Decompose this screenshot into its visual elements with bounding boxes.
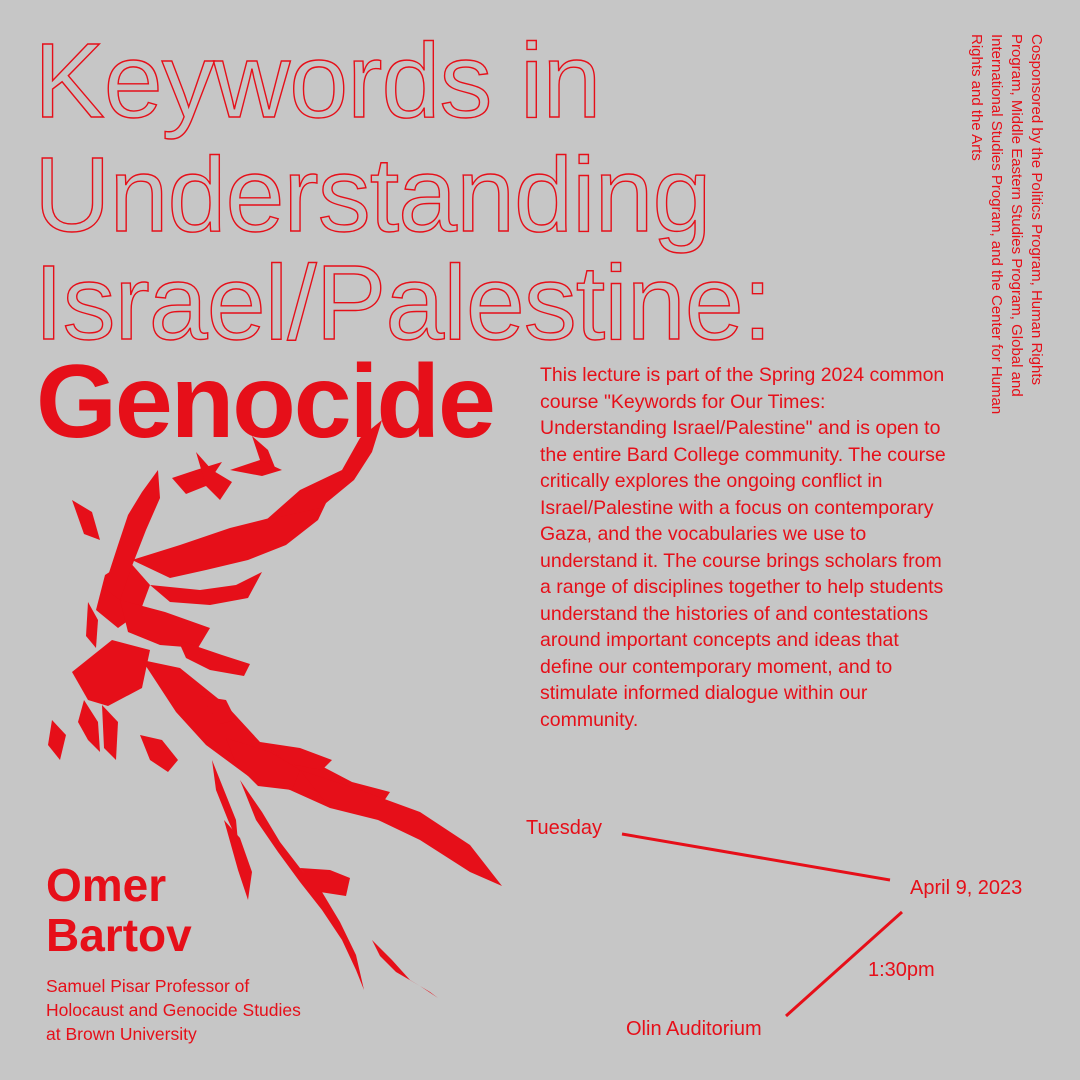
keyword-heading: Genocide [36, 344, 494, 460]
connector-day-date [622, 834, 890, 880]
event-time: 1:30pm [868, 959, 935, 981]
title-line-3: Israel/Palestine: [34, 244, 772, 362]
event-venue: Olin Auditorium [626, 1018, 762, 1040]
lecture-description: This lecture is part of the Spring 2024 common course "Keywords for Our Times: Understanding Israel/Palestine" and is open to the entire Bard College community. The course critically explores the ongoing conflict in Israel/Palestine with a focus on contemporary Gaza, and the vocabularies we use to understand it. The course brings scholars from a range of disciplines together to help students understand the histories of and contestations around important concepts and ideas that define our contemporary moment, and to stimulate informed dialogue within our community. [540, 364, 946, 731]
speaker-name: Omer Bartov [46, 859, 192, 961]
speaker-title: Samuel Pisar Professor of Holocaust and Genocide Studies at Brown University [46, 976, 301, 1044]
event-date: April 9, 2023 [910, 877, 1023, 899]
event-day: Tuesday [526, 817, 602, 839]
cosponsors-text: Cosponsored by the Politics Program, Human Rights Program, Middle Eastern Studies Program, Global and International Studies Program, and the Center for Human Rights and the Arts [968, 34, 1045, 415]
title-line-1: Keywords in [34, 22, 601, 140]
title-line-2: Understanding [34, 136, 711, 254]
